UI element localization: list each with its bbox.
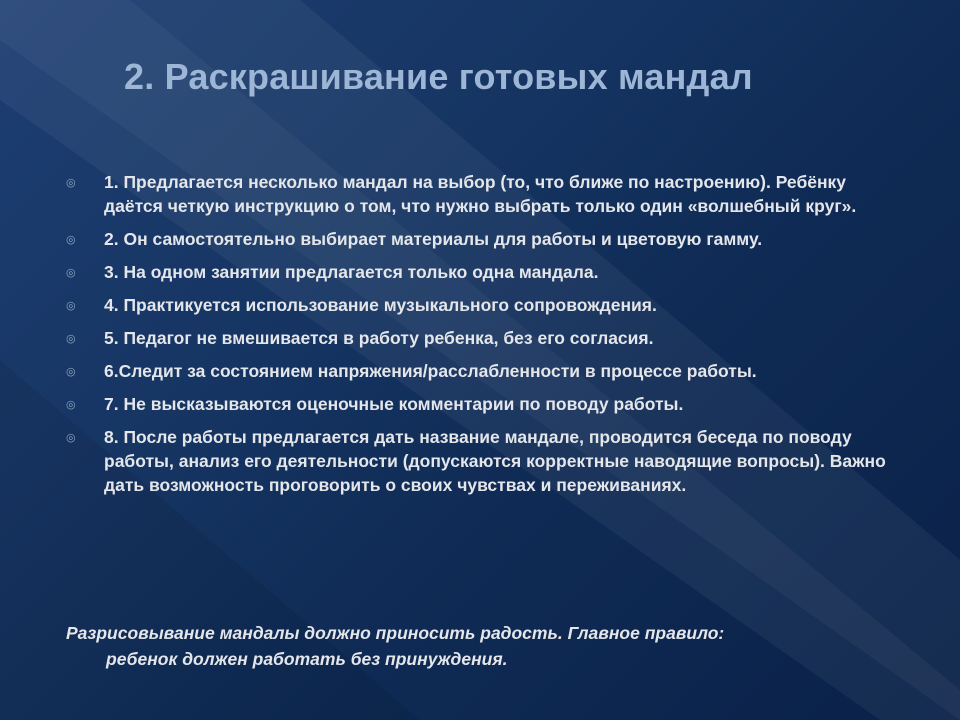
bullet-list xyxy=(66,170,886,506)
closing-note-line-2: ребенок должен работать без принуждения. xyxy=(106,649,508,669)
list-item-text: 8. После работы предлагается дать название мандале, проводится беседа по поводу работы, анализ его деятельности (допускаются корректные наводящие вопросы). Важно дать возможность проговорить о своих чувствах и переживаниях. xyxy=(104,427,886,495)
list-item xyxy=(66,326,886,350)
list-item xyxy=(66,359,886,383)
double-circle-bullet-icon: ◎ xyxy=(66,300,76,312)
list-item xyxy=(66,425,886,497)
closing-note-line-1: Разрисовывание мандалы должно приносить радость. Главное правило: xyxy=(66,623,725,643)
double-circle-bullet-icon: ◎ xyxy=(66,399,76,411)
double-circle-bullet-icon: ◎ xyxy=(66,432,76,444)
list-item-text: 4. Практикуется использование музыкального сопровождения. xyxy=(104,295,657,315)
list-item-text: 5. Педагог не вмешивается в работу ребенка, без его согласия. xyxy=(104,328,654,348)
list-item-text: 1. Предлагается несколько мандал на выбор (то, что ближе по настроению). Ребёнку даётся четкую инструкцию о том, что нужно выбрать только один «волшебный круг». xyxy=(104,172,857,216)
list-item xyxy=(66,260,886,284)
double-circle-bullet-icon: ◎ xyxy=(66,267,76,279)
list-item-text: 3. На одном занятии предлагается только одна мандала. xyxy=(104,262,599,282)
double-circle-bullet-icon: ◎ xyxy=(66,177,76,189)
list-item-text: 2. Он самостоятельно выбирает материалы для работы и цветовую гамму. xyxy=(104,229,763,249)
double-circle-bullet-icon: ◎ xyxy=(66,333,76,345)
list-item xyxy=(66,170,886,218)
list-item xyxy=(66,293,886,317)
slide-title: 2. Раскрашивание готовых мандал xyxy=(124,56,753,97)
list-item-text: 7. Не высказываются оценочные комментарии по поводу работы. xyxy=(104,394,684,414)
double-circle-bullet-icon: ◎ xyxy=(66,366,76,378)
list-item xyxy=(66,392,886,416)
list-item xyxy=(66,227,886,251)
double-circle-bullet-icon: ◎ xyxy=(66,234,76,246)
closing-note xyxy=(66,620,896,672)
list-item-text: 6.Следит за состоянием напряжения/расслабленности в процессе работы. xyxy=(104,361,757,381)
